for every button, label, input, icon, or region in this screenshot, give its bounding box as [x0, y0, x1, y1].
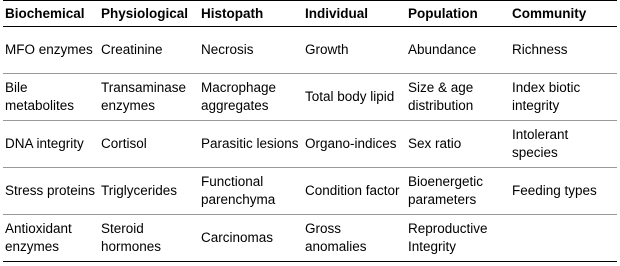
table-row [3, 215, 617, 262]
header-individual: Individual [303, 1, 406, 27]
table-cell: Cortisol [99, 121, 199, 168]
table-cell: Feeding types [510, 168, 617, 215]
table-cell: Growth [303, 27, 406, 74]
table-cell: DNA integrity [3, 121, 99, 168]
table-row [3, 74, 617, 121]
header-community: Community [510, 1, 617, 27]
table-cell: Intolerant species [510, 121, 617, 168]
table-row [3, 168, 617, 215]
table-cell: Organo-indices [303, 121, 406, 168]
header-physiological: Physiological [99, 1, 199, 27]
header-population: Population [406, 1, 510, 27]
table-cell: Bile metabolites [3, 74, 99, 121]
table-row [3, 121, 617, 168]
table-row [3, 27, 617, 74]
table-cell: Triglycerides [99, 168, 199, 215]
header-histopath: Histopath [199, 1, 303, 27]
table-cell: Steroid hormones [99, 215, 199, 262]
table-cell: Index biotic integrity [510, 74, 617, 121]
header-row [3, 1, 617, 27]
table-cell: Antioxidant enzymes [3, 215, 99, 262]
table-cell: Necrosis [199, 27, 303, 74]
table-cell: Abundance [406, 27, 510, 74]
table-cell: Richness [510, 27, 617, 74]
table-cell: Sex ratio [406, 121, 510, 168]
header-biochemical: Biochemical [3, 1, 99, 27]
table-cell: Functional parenchyma [199, 168, 303, 215]
table-cell: Reproductive Integrity [406, 215, 510, 262]
table-cell: Condition factor [303, 168, 406, 215]
table-cell: Carcinomas [199, 215, 303, 262]
table-cell: MFO enzymes [3, 27, 99, 74]
table-cell: Total body lipid [303, 74, 406, 121]
table-cell: Creatinine [99, 27, 199, 74]
table-cell: Gross anomalies [303, 215, 406, 262]
table-cell: Transaminase enzymes [99, 74, 199, 121]
table-cell: Size & age distribution [406, 74, 510, 121]
table-cell [510, 215, 617, 262]
biomarker-table [3, 0, 617, 262]
table-cell: Parasitic lesions [199, 121, 303, 168]
table-cell: Bioenergetic parameters [406, 168, 510, 215]
table-cell: Macrophage aggregates [199, 74, 303, 121]
table-cell: Stress proteins [3, 168, 99, 215]
